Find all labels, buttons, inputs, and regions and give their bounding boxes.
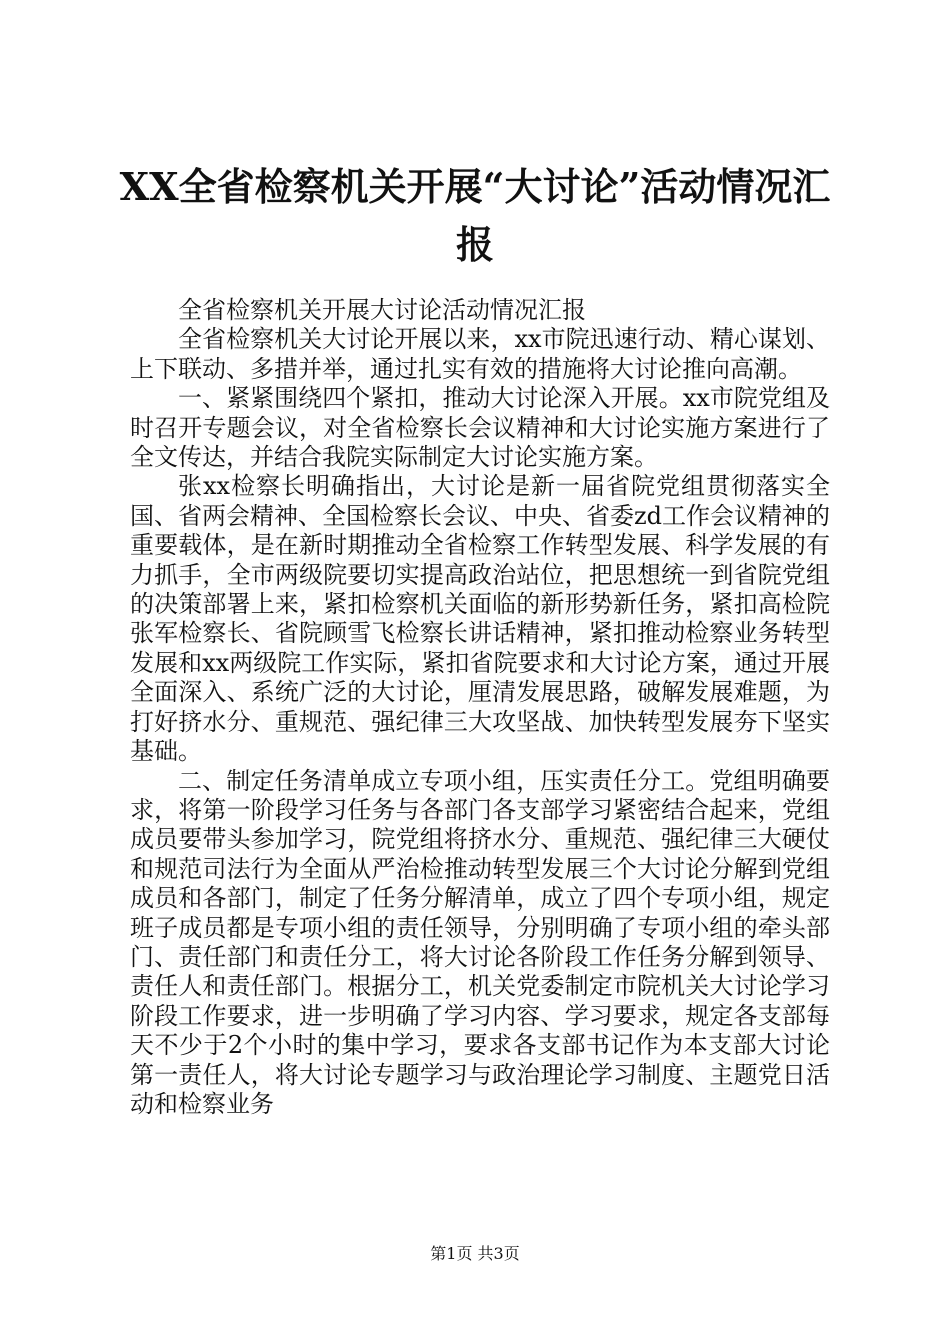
paragraph-intro: 全省检察机关大讨论开展以来，xx市院迅速行动、精心谋划、上下联动、多措并举，通过扎实有效的措施将大讨论推向高潮。 [130, 325, 830, 383]
paragraph-subtitle: 全省检察机关开展大讨论活动情况汇报 [178, 296, 586, 324]
page-number-footer: 第1页 共3页 [430, 1244, 520, 1263]
document-body [130, 296, 830, 1119]
paragraph-section-one: 一、紧紧围绕四个紧扣，推动大讨论深入开展。xx市院党组及时召开专题会议，对全省检察长会议精神和大讨论实施方案进行了全文传达，并结合我院实际制定大讨论实施方案。 [130, 384, 830, 472]
document-title: XX全省检察机关开展“大讨论”活动情况汇报 [119, 164, 831, 267]
paragraph-section-two: 二、制定任务清单成立专项小组，压实责任分工。党组明确要求，将第一阶段学习任务与各部门各支部学习紧密结合起来，党组成员要带头参加学习，院党组将挤水分、重规范、强纪律三大硬仗和规范司法行为全面从严治检推动转型发展三个大讨论分解到党组成员和各部门，制定了任务分解清单，成立了四个专项小组，规定班子成员都是专项小组的责任领导，分别明确了专项小组的牵头部门、责任部门和责任分工，将大讨论各阶段工作任务分解到领导、责任人和责任部门。根据分工，机关党委制定市院机关大讨论学习阶段工作要求，进一步明确了学习内容、学习要求，规定各支部每天不少于2个小时的集中学习，要求各支部书记作为本支部大讨论第一责任人，将大讨论专题学习与政治理论学习制度、主题党日活动和检察业务 [130, 766, 830, 1118]
paragraph-chief-remarks: 张xx检察长明确指出，大讨论是新一届省院党组贯彻落实全国、省两会精神、全国检察长会议、中央、省委zd工作会议精神的重要载体，是在新时期推动全省检察工作转型发展、科学发展的有力抓手，全市两级院要切实提高政治站位，把思想统一到省院党组的决策部署上来，紧扣检察机关面临的新形势新任务，紧扣高检院张军检察长、省院顾雪飞检察长讲话精神，紧扣推动检察业务转型发展和xx两级院工作实际，紧扣省院要求和大讨论方案，通过开展全面深入、系统广泛的大讨论，厘清发展思路，破解发展难题，为打好挤水分、重规范、强纪律三大攻坚战、加快转型发展夯下坚实基础。 [130, 472, 831, 766]
